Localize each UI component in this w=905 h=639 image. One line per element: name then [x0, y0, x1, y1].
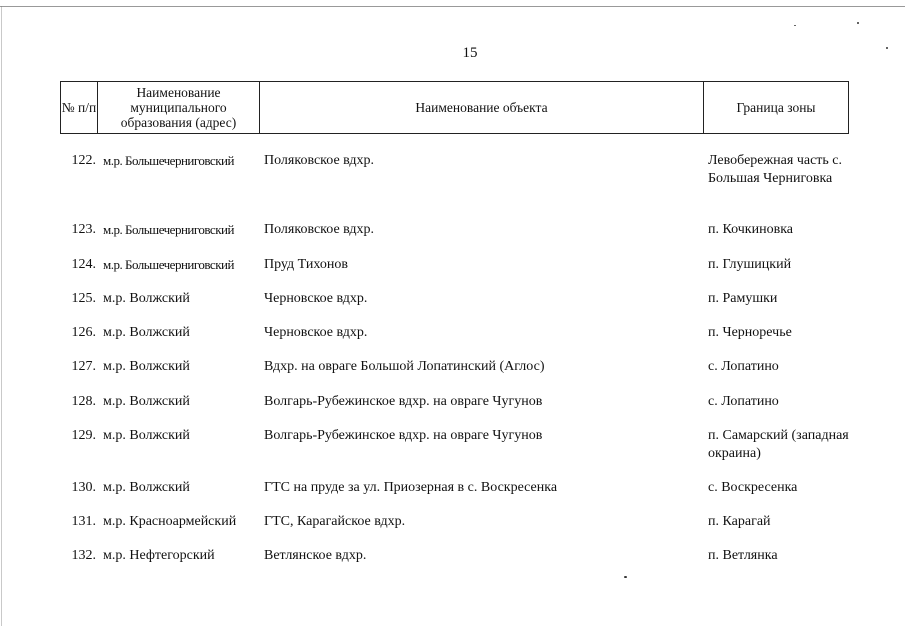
- row-num: 132.: [71, 548, 96, 563]
- row-municipality: м.р. Большечерниговский: [103, 153, 234, 168]
- row-municipality: м.р. Красноармейский: [103, 514, 237, 529]
- row-municipality: м.р. Волжский: [103, 291, 190, 306]
- row-num: 124.: [71, 257, 96, 272]
- row-municipality: м.р. Волжский: [103, 359, 190, 374]
- row-object: Черновское вдхр.: [264, 325, 368, 340]
- header-zone: Граница зоны: [736, 100, 816, 115]
- table-header: [60, 81, 849, 134]
- row-zone: п. Кочкиновка: [708, 222, 794, 237]
- scan-left-edge: [1, 6, 2, 626]
- scan-top-edge: [0, 6, 905, 7]
- row-num: 126.: [71, 325, 96, 340]
- header-object: Наименование объекта: [260, 82, 704, 133]
- header-municipality: Наименование муниципального образования (адрес): [98, 82, 260, 133]
- scan-speck: [794, 25, 796, 26]
- row-num: 127.: [71, 359, 96, 374]
- row-object: Волгарь-Рубежинское вдхр. на овраге Чугунов: [264, 394, 543, 409]
- row-zone: п. Самарский (западная окраина): [708, 428, 849, 461]
- row-object: ГТС, Карагайское вдхр.: [264, 514, 406, 529]
- row-municipality: м.р. Волжский: [103, 325, 190, 340]
- row-num: 125.: [71, 291, 96, 306]
- row-num: 130.: [71, 480, 96, 495]
- scan-speck: [857, 22, 859, 24]
- row-object: Черновское вдхр.: [264, 291, 368, 306]
- row-object: ГТС на пруде за ул. Приозерная в с. Воскресенка: [264, 480, 558, 495]
- row-zone: п. Черноречье: [708, 325, 792, 340]
- header-num: № п/п: [61, 82, 98, 133]
- row-object: Волгарь-Рубежинское вдхр. на овраге Чугунов: [264, 428, 543, 443]
- row-zone: п. Глушицкий: [708, 257, 792, 272]
- row-zone: п. Рамушки: [708, 291, 778, 306]
- row-num: 123.: [71, 222, 96, 237]
- row-object: Поляковское вдхр.: [264, 153, 375, 168]
- scan-speck: [624, 576, 627, 578]
- row-num: 129.: [71, 428, 96, 443]
- row-municipality: м.р. Волжский: [103, 480, 190, 495]
- row-municipality: м.р. Большечерниговский: [103, 257, 234, 272]
- page-number: 15: [462, 45, 478, 61]
- row-municipality: м.р. Нефтегорский: [103, 548, 215, 563]
- row-municipality: м.р. Большечерниговский: [103, 222, 234, 237]
- row-municipality: м.р. Волжский: [103, 428, 190, 443]
- row-num: 131.: [71, 514, 96, 529]
- row-zone: с. Лопатино: [708, 394, 779, 409]
- row-municipality: м.р. Волжский: [103, 394, 190, 409]
- row-zone: с. Воскресенка: [708, 480, 798, 495]
- scan-speck: [886, 47, 888, 49]
- row-num: 122.: [71, 153, 96, 168]
- row-object: Ветлянское вдхр.: [264, 548, 367, 563]
- row-object: Поляковское вдхр.: [264, 222, 375, 237]
- row-num: 128.: [71, 394, 96, 409]
- row-object: Пруд Тихонов: [264, 257, 348, 272]
- row-zone: п. Карагай: [708, 514, 771, 529]
- row-zone: п. Ветлянка: [708, 548, 778, 563]
- row-object: Вдхр. на овраге Большой Лопатинский (Аглос): [264, 359, 545, 374]
- row-zone: с. Лопатино: [708, 359, 779, 374]
- row-zone: Левобережная часть с. Большая Черниговка: [708, 153, 842, 186]
